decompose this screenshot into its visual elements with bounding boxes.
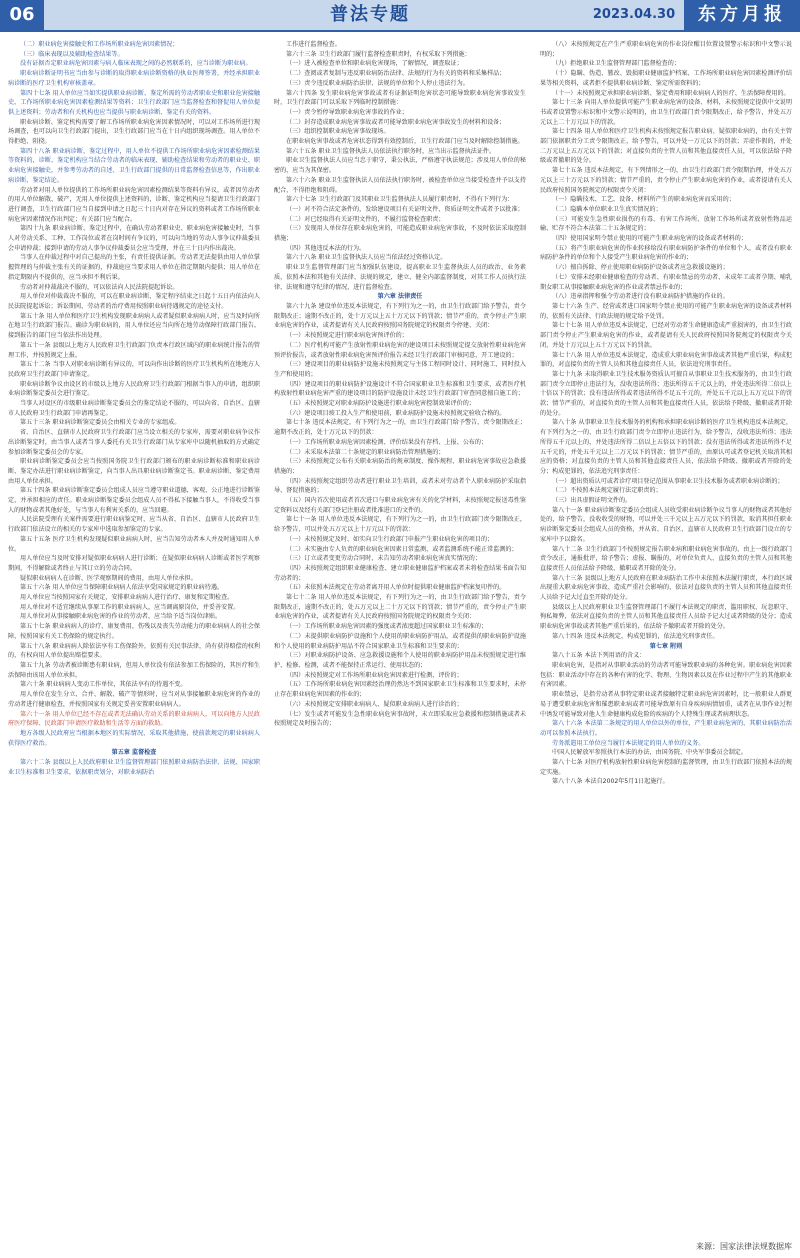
- paragraph: （三）责令违反职业病防治法律、法规的单位和个人停止违法行为。: [286, 79, 469, 87]
- paragraph: 地方各级人民政府应当根据本地区的实际情况，采取其他措施，使前款规定的职业病病人获得医疗救治。: [8, 729, 260, 747]
- paragraph: （五）国内首次使用或者首次进口与职业病危害有关的化学材料，未按照规定报送毒性鉴定资料以及经有关部门登记注册或者批准进口的文件的。: [274, 497, 526, 514]
- paragraph: （三）临床表现以及辅助检查结果等。: [20, 50, 124, 58]
- paragraph: 第五十五条 医疗卫生机构发现疑似职业病病人时，应当告知劳动者本人并及时通知用人单位。: [8, 535, 260, 553]
- paragraph: 中国人民解放军参照执行本法的办法，由国务院、中央军事委员会制定。: [552, 749, 747, 757]
- paragraph: （三）对职业病防护设备、应急救援设施和个人使用的职业病防护用品未按照规定进行维护、检修、检测，或者不能保持正常运行、使用状态的；: [274, 652, 526, 669]
- paragraph: 第四十八条 职业病诊断、鉴定过程中，用人单位不提供工作场所职业病危害因素检测结果等资料的，诊断、鉴定机构应当结合劳动者的临床表现、辅助检查结果和劳动者的职业史、职业病危害接触史，并参考劳动者的自述、卫生行政部门提供的日常监督检查信息等，作出职业病诊断、鉴定结论。: [8, 147, 260, 184]
- paragraph: 第八十七条 对医疗机构放射性职业病危害控制的监督管理，由卫生行政部门依照本法的规定实施。: [540, 759, 792, 776]
- chapter-heading: 第五章 监督检查: [111, 749, 157, 757]
- paragraph: 用人单位对仲裁裁决不服的，可以在职业病诊断、鉴定程序结束之日起十五日内依法向人民法院提起诉讼；诉讼期间，劳动者的治疗费用按照职业病待遇规定的途径支付。: [8, 293, 260, 310]
- paragraph: 第五十二条 当事人对职业病诊断有异议的，可以向作出诊断的医疗卫生机构所在地地方人民政府卫生行政部门申请鉴定。: [8, 361, 260, 378]
- paragraph: 第八十六条 本法第二条规定的用人单位以外的单位，产生职业病危害的，其职业病防治活动可以参照本法执行。: [540, 720, 792, 737]
- paragraph: （七）安排未经职业健康检查的劳动者、有职业禁忌的劳动者、未成年工或者孕期、哺乳期女职工从事接触职业病危害的作业或者禁忌作业的；: [540, 273, 792, 291]
- section-title: 普法专题: [330, 4, 410, 25]
- paragraph: （八）未按照规定在产生严重职业病危害的作业岗位醒目位置设置警示标识和中文警示说明的；: [540, 41, 792, 58]
- paragraph: 第六十六条 职业卫生监督执法人员依法执行职务时，被检查单位应当接受检查并予以支持配合，不得拒绝和阻碍。: [274, 176, 526, 194]
- paragraph: 第五十四条 职业病诊断鉴定委员会组成人员应当遵守职业道德，客观、公正地进行诊断鉴定，并承担相应的责任。职业病诊断鉴定委员会组成人员不得私下接触当事人，不得收受当事人的财物或者其他好处，与当事人有利害关系的，应当回避。: [8, 487, 260, 514]
- paragraph: 第五十三条 职业病诊断鉴定委员会由相关专业的专家组成。: [20, 419, 181, 427]
- paragraph: 用人单位对从事接触职业病危害的作业的劳动者，应当给予适当岗位津贴。: [20, 613, 222, 621]
- paragraph: 第六十五条 职业卫生监督执法人员依法执行职务时，应当出示监督执法证件。: [286, 147, 496, 155]
- paragraph: （三）出具虚假证明文件的。: [552, 497, 632, 505]
- paragraph: 第七十二条 用人单位违反本法规定，有下列行为之一的，由卫生行政部门给予警告，责令限期改正，逾期不改正的，处五万元以上二十万元以下的罚款；情节严重的，责令停止产生职业病危害的作业，或者提请有关人民政府按照国务院规定的权限责令关闭：: [274, 594, 526, 621]
- paragraph: （三）可能发生急性职业损伤的有毒、有害工作场所、放射工作场所或者放射性物品运输、贮存不符合本法第二十五条规定的；: [540, 215, 792, 233]
- paragraph: （一）未按照规定进行职业病危害预评价的；: [286, 332, 408, 340]
- paragraph: 没有证据否定职业病危害因素与病人临床表现之间的必然联系的，应当诊断为职业病。: [20, 60, 252, 68]
- paragraph: （十）隐瞒、伪造、篡改、毁损职业健康监护档案、工作场所职业病危害因素检测评价结果等相关资料，或者拒不提供职业病诊断、鉴定所需资料的；: [540, 70, 792, 87]
- paragraph: 第五十六条 用人单位应当保障职业病病人依法享受国家规定的职业病待遇。: [20, 584, 224, 592]
- paragraph: （三）订立或者变更劳动合同时，未告知劳动者职业病危害真实情况的；: [286, 555, 481, 563]
- paragraph: 第七十七条 用人单位违反本法规定，已经对劳动者生命健康造成严重损害的，由卫生行政部门责令停止产生职业病危害的作业，或者提请有关人民政府按照国务院规定的权限责令关闭，并处十万元以上五十万元以下的罚款。: [540, 322, 792, 349]
- paragraph: 第六十七条 卫生行政部门及其职业卫生监督执法人员履行职责时，不得有下列行为：: [286, 196, 514, 204]
- paragraph: （七）发生或者可能发生急性职业病危害事故时，未立即采取应急救援和控制措施或者未按照规定及时报告的；: [274, 710, 526, 728]
- paragraph: （四）使用国家明令禁止使用的可能产生职业病危害的设备或者材料的；: [552, 235, 747, 243]
- paragraph: （一）工作场所职业病危害因素的强度或者浓度超过国家职业卫生标准的；: [286, 623, 488, 631]
- paragraph: 第八十条 从事职业卫生技术服务的机构和承担职业病诊断的医疗卫生机构违反本法规定，有下列行为之一的，由卫生行政部门责令立即停止违法行为，给予警告，没收违法所得；违法所得五千元以上的，并处违法所得二倍以上五倍以下的罚款；没有违法所得或者违法所得不足五千元的，并处五千元以上二万元以下的罚款；情节严重的，由原认可或者登记机关取消其相应的资格；对直接负责的主管人员和其他直接责任人员，依法给予降级、撤职或者开除的处分；构成犯罪的，依法追究刑事责任：: [540, 419, 792, 475]
- paragraph: （二）封存造成职业病危害事故或者可能导致职业病危害事故发生的材料和设备；: [286, 118, 506, 126]
- paragraph: 职业卫生监督执法人员应当忠于职守，秉公执法，严格遵守执法规范；涉及用人单位的秘密的，应当为其保密。: [274, 157, 526, 175]
- paragraph: （九）拒绝职业卫生监督管理部门监督检查的；: [552, 60, 680, 68]
- paragraph: （二）对已经取得有关证明文件的，不履行监督检查职责；: [286, 215, 445, 223]
- newspaper-masthead: 东方月报: [684, 0, 800, 30]
- article-body: [8, 40, 792, 1236]
- paragraph: 第五十条 用人单位和医疗卫生机构发现职业病病人或者疑似职业病病人时，应当及时向所在地卫生行政部门报告。确诊为职业病的，用人单位还应当向所在地劳动保障行政部门报告。接到报告的部门应当依法作出处理。: [8, 312, 260, 340]
- paragraph: （四）未按照规定对工作场所职业病危害因素进行检测、评价的；: [286, 671, 463, 679]
- paragraph: （六）擅自拆除、停止使用职业病防护设备或者应急救援设施的；: [552, 264, 729, 272]
- paragraph: 用人单位对不适宜继续从事原工作的职业病病人，应当调离原岗位，并妥善安置。: [20, 603, 240, 611]
- paragraph: 第四十七条 用人单位应当如实提供职业病诊断、鉴定所需的劳动者职业史和职业危害接触史、工作场所职业病危害因素检测结果等资料；卫生行政部门应当监督检查和督促用人单位提供上述资料；劳动者和有关机构也应当提供与职业病诊断、鉴定有关的资料。: [8, 89, 260, 116]
- issue-date: 2023.04.30: [592, 7, 676, 22]
- paragraph: （五）未依照本法规定在劳动者离开用人单位时提供职业健康监护档案复印件的。: [286, 584, 506, 592]
- paragraph: 第五十八条 职业病病人除依法享有工伤保险外，依照有关民事法律，尚有获得赔偿的权利的，有权向用人单位提出赔偿要求。: [8, 642, 260, 660]
- paragraph: （一）未按照规定及时、如实向卫生行政部门申报产生职业病危害的项目的；: [286, 535, 494, 543]
- paragraph: 用人单位应当及时安排对疑似职业病病人进行诊断；在疑似职业病病人诊断或者医学观察期间，不得解除或者终止与其订立的劳动合同。: [8, 555, 260, 572]
- text-column-3: [540, 40, 792, 1236]
- paragraph: （三）建设项目的职业病防护设施未按照规定与主体工程同时设计、同时施工、同时投入生产和使用的；: [274, 361, 526, 378]
- paragraph: （二）未采取本法第二十条规定的职业病防治管理措施的；: [286, 448, 445, 456]
- page-header: [0, 0, 800, 32]
- paragraph: 第七十九条 未取得职业卫生技术服务资质认可擅自从事职业卫生技术服务的，由卫生行政部门责令立即停止违法行为，没收违法所得；违法所得五千元以上的，并处违法所得二倍以上十倍以下的罚款；没有违法所得或者违法所得不足五千元的，并处五千元以上五万元以下的罚款；情节严重的，对直接负责的主管人员和其他直接责任人员，依法给予降级、撤职或者开除的处分。: [540, 370, 792, 417]
- paragraph: （三）发现用人单位存在职业病危害的，可能造成职业病危害事故，不及时依法采取控制措施；: [274, 225, 526, 243]
- paragraph: 第八十一条 职业病诊断鉴定委员会组成人员收受职业病诊断争议当事人的财物或者其他好处的，给予警告，没收收受的财物，可以并处三千元以上五万元以下的罚款，取消其担任职业病诊断鉴定委员会组成人员的资格，并从省、自治区、直辖市人民政府卫生行政部门设立的专家库中予以除名。: [540, 506, 792, 543]
- paragraph: （四）未按照规定组织劳动者进行职业卫生培训，或者未对劳动者个人职业病防护采取指导、督促措施的；: [274, 477, 526, 495]
- paragraph: 职业病诊断、鉴定机构需要了解工作场所职业病危害因素情况时，可以对工作场所进行现场调查，也可以向卫生行政部门提出，卫生行政部门应当在十日内组织现场调查。用人单位不得拒绝、阻挠。: [8, 118, 260, 146]
- paragraph: 职业卫生监督管理部门应当加强队伍建设，提高职业卫生监督执法人员的政治、业务素质，依照本法和其他有关法律、法规的规定，建立、健全内部监督制度，对其工作人员执行法律、法规和遵守纪律的情况，进行监督检查。: [274, 264, 526, 291]
- paragraph: 第七十一条 用人单位违反本法规定，有下列行为之一的，由卫生行政部门责令限期改正，给予警告，可以并处五万元以上十万元以下的罚款：: [274, 516, 526, 534]
- paragraph: （三）未按照规定公布有关职业病防治的规章制度、操作规程、职业病危害事故应急救援措施的；: [274, 458, 526, 475]
- paragraph: 职业病诊断证明书应当由参与诊断的取得职业病诊断资格的执业医师签署，并经承担职业病诊断的医疗卫生机构审核盖章。: [8, 70, 260, 87]
- paragraph: 第八十三条 县级以上地方人民政府在职业病防治工作中未依照本法履行职责，本行政区域出现重大职业病危害事故、造成严重社会影响的，依法对直接负责的主管人员和其他直接责任人员给予记大过直至开除的处分。: [540, 574, 792, 602]
- paragraph: 第四十九条 职业病诊断、鉴定过程中，在确认劳动者职业史、职业病危害接触史时，当事人对劳动关系、工种、工作岗位或者在岗时间有争议的，可以向当地的劳动人事争议仲裁委员会申请仲裁；接到申请的劳动人事争议仲裁委员会应当受理，并在三十日内作出裁决。: [8, 225, 260, 252]
- paragraph: 第七十五条 违反本法规定，有下列情形之一的，由卫生行政部门责令限期治理，并处五万元以上三十万元以下的罚款；情节严重的，责令停止产生职业病危害的作业，或者提请有关人民政府按照国务院规定的权限责令关闭：: [540, 167, 792, 194]
- paragraph: （一）进入被检查单位和职业病危害现场，了解情况，调查取证；: [286, 60, 463, 68]
- paragraph: （四）其他违反本法的行为。: [286, 244, 366, 252]
- paragraph: （十一）未按照规定承担职业病诊断、鉴定费用和职业病病人的医疗、生活保障费用的。: [552, 89, 790, 97]
- paragraph: （二）不按照本法规定履行法定职责的；: [552, 487, 662, 495]
- paragraph: （一）责令暂停导致职业病危害事故的作业；: [286, 108, 408, 116]
- paragraph: （二）隐瞒本单位职业卫生真实情况的；: [552, 205, 662, 213]
- paragraph: （五）工作场所职业病危害因素经治理仍然达不到国家职业卫生标准和卫生要求时，未停止存在职业病危害因素的作业的；: [274, 681, 526, 699]
- paragraph: （一）超出资质认可或者诊疗项目登记范围从事职业卫生技术服务或者职业病诊断的；: [552, 477, 784, 485]
- paragraph: （五）将产生职业病危害的作业转移给没有职业病防护条件的单位和个人，或者没有职业病防护条件的单位和个人接受产生职业病危害的作业的；: [540, 244, 792, 262]
- paragraph: 疑似职业病病人在诊断、医学观察期间的费用，由用人单位承担。: [20, 574, 197, 582]
- paragraph: 第六十条 职业病病人变动工作单位，其依法享有的待遇不变。: [20, 681, 187, 689]
- paragraph: （一）隐瞒技术、工艺、设备、材料所产生的职业病危害而采用的；: [552, 196, 735, 204]
- paragraph: 第五十九条 劳动者被诊断患有职业病，但用人单位没有依法参加工伤保险的，其医疗和生活保障由该用人单位承担。: [8, 662, 260, 679]
- paragraph: 第八十五条 本法下列用语的含义：: [552, 652, 646, 660]
- paragraph: 第五十一条 县级以上地方人民政府卫生行政部门负责本行政区域内的职业病统计报告的管理工作，并按照规定上报。: [8, 341, 260, 359]
- paragraph: 第八十四条 违反本法规定，构成犯罪的，依法追究刑事责任。: [552, 632, 719, 640]
- paragraph: 第七十八条 用人单位违反本法规定，造成重大职业病危害事故或者其他严重后果，构成犯罪的，对直接负责的主管人员和其他直接责任人员，依法追究刑事责任。: [540, 351, 792, 369]
- chapter-heading: 第六章 法律责任: [377, 293, 423, 301]
- paragraph: （一）工作场所职业病危害因素检测、评价结果没有存档、上报、公布的；: [286, 438, 488, 446]
- paragraph: 第六十三条 卫生行政部门履行监督检查职责时，有权采取下列措施：: [286, 50, 471, 58]
- paragraph: 第七十四条 用人单位和医疗卫生机构未按照规定报告职业病、疑似职业病的，由有关主管部门依据职责分工责令限期改正，给予警告，可以并处一万元以下的罚款；弄虚作假的，并处二万元以上五万元以下的罚款；对直接负责的主管人员和其他直接责任人员，可以依法给予降级或者撤职的处分。: [540, 128, 792, 165]
- paragraph: 人民法院受理有关案件需要进行职业病鉴定时，应当从省、自治区、直辖市人民政府卫生行政部门依法设立的相关的专家库中选取参加鉴定的专家。: [8, 516, 260, 534]
- paragraph: 职业病诊断争议由设区的市级以上地方人民政府卫生行政部门根据当事人的申请，组织职业病诊断鉴定委员会进行鉴定。: [8, 380, 260, 398]
- paragraph: 劳动者对用人单位提供的工作场所职业病危害因素检测结果等资料有异议，或者因劳动者的用人单位解散、破产，无用人单位提供上述资料的，诊断、鉴定机构应当提请卫生行政部门进行调查，卫生行政部门应当自接到申请之日起三十日内对存在异议的资料或者工作场所职业病危害因素情况作出判定；有关部门应当配合。: [8, 186, 260, 223]
- paragraph: （二）查阅或者复制与违反职业病防治法律、法规的行为有关的资料和采集样品；: [286, 70, 506, 78]
- page-number: 06: [0, 0, 44, 30]
- paragraph: 职业病诊断鉴定委员会应当按照国务院卫生行政部门颁布的职业病诊断标准和职业病诊断、鉴定办法进行职业病诊断鉴定，向当事人出具职业病诊断鉴定书。职业病诊断、鉴定费用由用人单位承担。: [8, 458, 260, 485]
- paragraph: 第八十八条 本法自2002年5月1日起施行。: [552, 778, 669, 786]
- paragraph: 工作进行监督检查。: [286, 41, 341, 48]
- paragraph: 劳务派遣用工单位应当履行本法规定的用人单位的义务。: [552, 739, 705, 747]
- chapter-heading: 第七章 附则: [649, 642, 683, 650]
- paragraph: 用人单位在发生分立、合并、解散、破产等情形时，应当对从事接触职业病危害的作业的劳动者进行健康检查，并按照国家有关规定妥善安置职业病病人。: [8, 691, 260, 708]
- paragraph: （四）未按照规定组织职业健康检查、建立职业健康监护档案或者未将检查结果书面告知劳动者的；: [274, 564, 526, 582]
- paragraph: 当事人在仲裁过程中对自己提出的主张，有责任提供证据。劳动者无法提供由用人单位掌握管理的与仲裁主张有关的证据的，仲裁庭应当要求用人单位在指定期限内提供；用人单位在指定期限内不提供的，应当承担不利后果。: [8, 254, 260, 281]
- paragraph: 劳动者对仲裁裁决不服的，可以依法向人民法院提起诉讼。: [20, 283, 179, 291]
- paragraph: 省、自治区、直辖市人民政府卫生行政部门应当设立相关的专家库，需要对职业病争议作出诊断鉴定时，由当事人或者当事人委托有关卫生行政部门从专家库中以随机抽取的方式确定参加诊断鉴定委员会的专家。: [8, 429, 260, 456]
- paragraph: （四）建设项目的职业病防护设施设计不符合国家职业卫生标准和卫生要求，或者医疗机构放射性职业病危害严重的建设项目的防护设施设计未经卫生行政部门审查同意擅自施工的；: [274, 380, 526, 398]
- paragraph: （六）未按照规定安排职业病病人、疑似职业病病人进行诊治的；: [286, 700, 463, 708]
- paragraph: 职业禁忌，是指劳动者从事特定职业或者接触特定职业病危害因素时，比一般职业人群更易于遭受职业病危害和罹患职业病或者可能导致原有自身疾病病情加重，或者在从事作业过程中诱发可能导致对他人生命健康构成危险的疾病的个人特殊生理或者病理状态。: [540, 691, 792, 718]
- paragraph: 第七十六条 生产、经营或者进口国家明令禁止使用的可能产生职业病危害的设备或者材料的，依照有关法律、行政法规的规定给予处罚。: [540, 302, 792, 320]
- paragraph: （二）职业病危害接触史和工作场所职业病危害因素情况；: [20, 41, 179, 48]
- paragraph: （五）未按照规定对职业病防护设施进行职业病危害控制效果评价的；: [286, 400, 475, 408]
- paragraph: 第五十七条 职业病病人的诊疗、康复费用，伤残以及丧失劳动能力的职业病病人的社会保障，按照国家有关工伤保险的规定执行。: [8, 623, 260, 640]
- paragraph: 在职业病危害事故或者危害状态得到有效控制后，卫生行政部门应当及时解除控制措施。: [286, 138, 524, 146]
- paragraph: 第七十条 违反本法规定，有下列行为之一的，由卫生行政部门给予警告，责令限期改正；逾期不改正的，处十万元以下的罚款：: [274, 419, 526, 437]
- paragraph: 第六十八条 职业卫生监督执法人员应当依法经过资格认定。: [286, 254, 447, 262]
- paragraph: 县级以上人民政府职业卫生监督管理部门不履行本法规定的职责，滥用职权、玩忽职守、徇私舞弊，依法对直接负责的主管人员和其他直接责任人员给予记大过或者降级的处分；造成职业病危害事故或者其他严重后果的，依法给予撤职或者开除的处分。: [540, 603, 792, 631]
- paragraph: （二）医疗机构可能产生放射性职业病危害的建设项目未按照规定提交放射性职业病危害预评价报告，或者放射性职业病危害预评价报告未经卫生行政部门审核同意，开工建设的；: [274, 341, 526, 359]
- paragraph: （二）未提供职业病防护设施和个人使用的职业病防护用品，或者提供的职业病防护设施和个人使用的职业病防护用品不符合国家职业卫生标准和卫生要求的；: [274, 632, 526, 650]
- paragraph: （八）违章指挥和强令劳动者进行没有职业病防护措施的作业的。: [552, 293, 729, 301]
- source-credit: 来源：国家法律法规数据库: [696, 1242, 792, 1251]
- paragraph: 第六十二条 县级以上人民政府职业卫生监督管理部门依照职业病防治法律、法规、国家职业卫生标准和卫生要求，依据职责划分，对职业病防治: [8, 759, 260, 776]
- paragraph: 用人单位应当按照国家有关规定，安排职业病病人进行治疗、康复和定期检查。: [20, 594, 234, 602]
- paragraph: 第八十二条 卫生行政部门不按照规定报告职业病和职业病危害事故的，由上一级行政部门责令改正，通报批评，给予警告；虚报、瞒报的，对单位负责人、直接负责的主管人员和其他直接责任人员依法给予降级、撤职或者开除的处分。: [540, 545, 792, 572]
- paragraph: 第六十一条 用人单位已经不存在或者无法确认劳动关系的职业病病人，可以向地方人民政府医疗保障、民政部门申请医疗救助和生活等方面的救助。: [8, 710, 260, 728]
- text-column-2: [274, 40, 526, 1236]
- paragraph: （六）建设项目竣工投入生产和使用前，职业病防护设施未按照规定验收合格的。: [286, 409, 506, 417]
- paragraph: （一）对不符合法定条件的，发给建设项目有关证明文件、资质证明文件或者予以批准；: [286, 205, 524, 213]
- paragraph: 当事人对设区的市级职业病诊断鉴定委员会的鉴定结论不服的，可以向省、自治区、直辖市人民政府卫生行政部门申请再鉴定。: [8, 400, 260, 417]
- paragraph: 职业病危害，是指对从事职业活动的劳动者可能导致职业病的各种危害。职业病危害因素包括：职业活动中存在的各种有害的化学、物理、生物因素以及在作业过程中产生的其他职业有害因素。: [540, 662, 792, 689]
- text-column-1: [8, 40, 260, 1236]
- paragraph: 第七十三条 向用人单位提供可能产生职业病危害的设备、材料，未按照规定提供中文说明书或者设置警示标识和中文警示说明的，由卫生行政部门责令限期改正，给予警告，并处五万元以上二十万元以下的罚款。: [540, 99, 792, 126]
- paragraph: （三）组织控制职业病危害事故现场。: [286, 128, 390, 136]
- paragraph: （二）未实施由专人负责的职业病危害因素日常监测，或者监测系统不能正常监测的；: [286, 545, 518, 553]
- paragraph: 第六十九条 建设单位违反本法规定，有下列行为之一的，由卫生行政部门给予警告，责令限期改正；逾期不改正的，处十万元以上五十万元以下的罚款；情节严重的，责令停止产生职业病危害的作业，或者提请有关人民政府按照国务院规定的权限责令停建、关闭：: [274, 302, 526, 330]
- paragraph: 第六十四条 发生职业病危害事故或者有证据证明危害状态可能导致职业病危害事故发生时，卫生行政部门可以采取下列临时控制措施：: [274, 89, 526, 107]
